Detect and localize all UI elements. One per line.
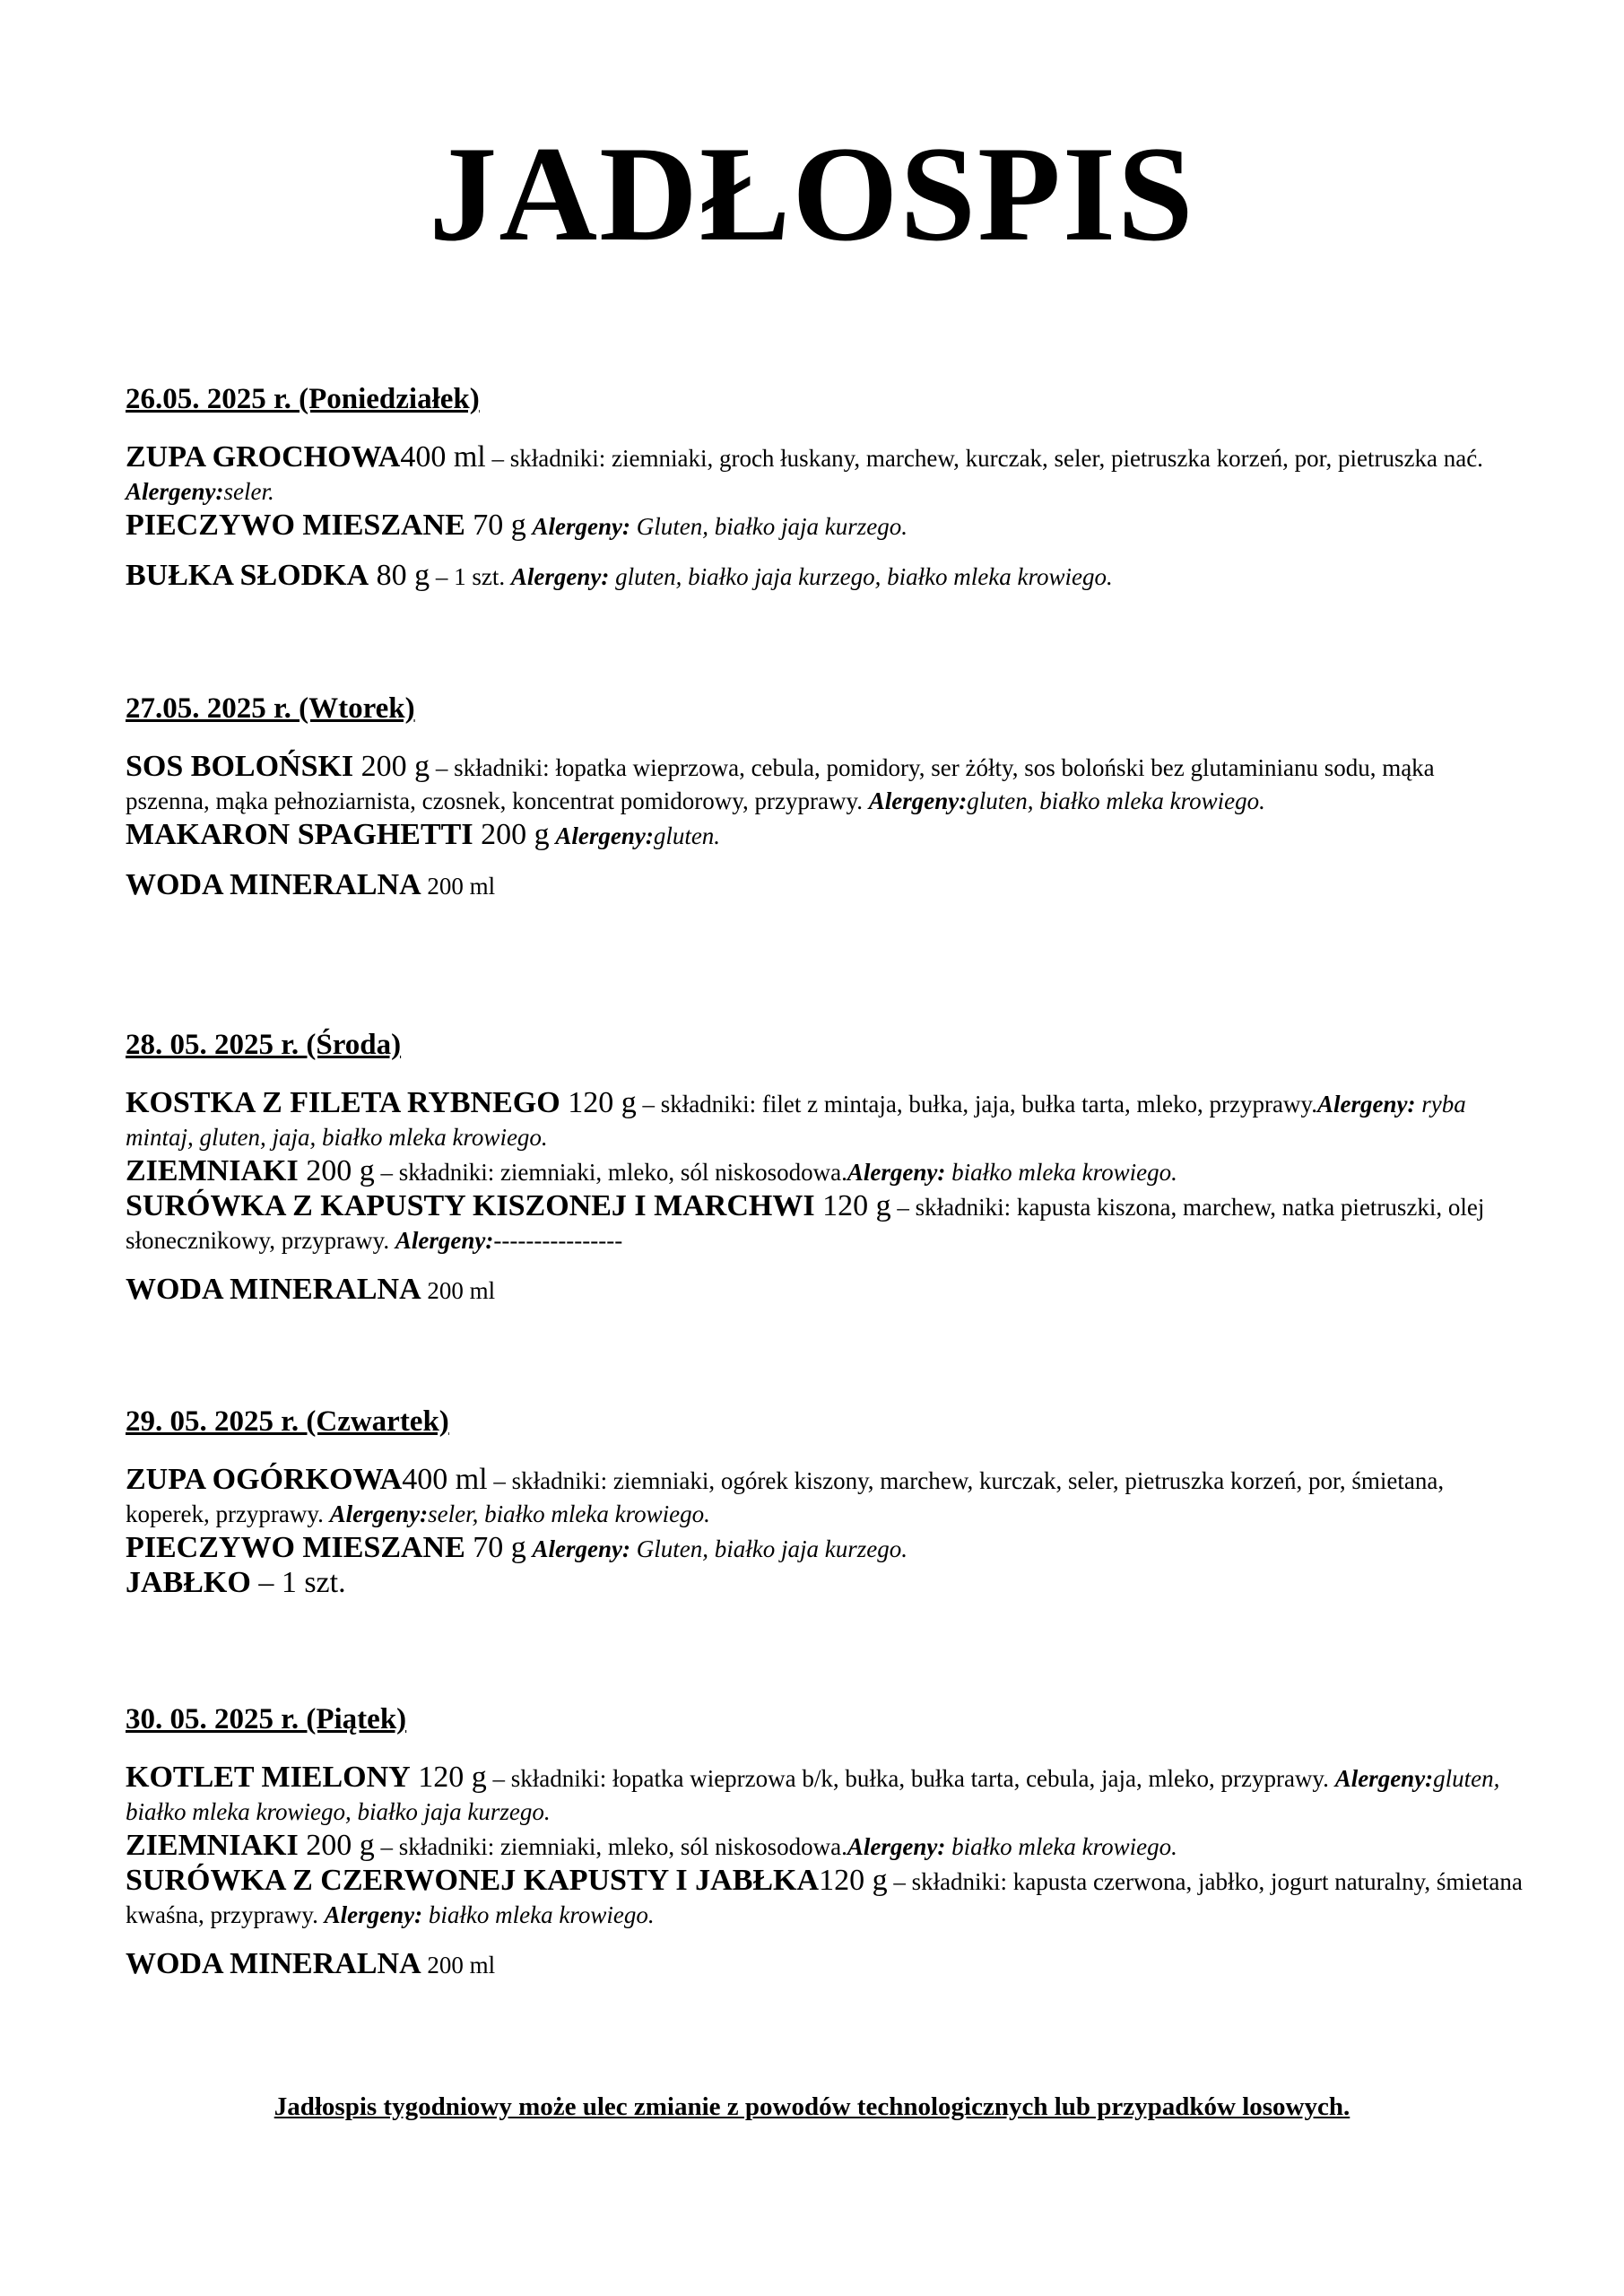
dish-allergens (869, 787, 1265, 814)
dish-allergens (847, 1159, 1177, 1186)
allergens-value: Gluten, białko jaja kurzego. (630, 513, 908, 540)
dish-item (126, 1086, 1524, 1154)
dish-allergens (330, 1500, 710, 1527)
dish-name: SURÓWKA Z CZERWONEJ KAPUSTY I JABŁKA (126, 1864, 820, 1897)
dish-name: ZUPA OGÓRKOWA (126, 1463, 403, 1496)
allergens-label: Alergeny: (847, 1833, 946, 1860)
dish-ingredients: 200 ml (421, 873, 496, 900)
dish-name: SOS BOLOŃSKI (126, 750, 354, 783)
dish-allergens (511, 563, 1113, 590)
dish-ingredients: – składniki: kapusta czerwona, jabłko, jogurt naturalny, śmietana kwaśna, przyprawy. (126, 1868, 1523, 1928)
dish-item (126, 1566, 1524, 1601)
dish-ingredients: – składniki: ziemniaki, groch łuskany, marchew, kurczak, seler, pietruszka korzeń, por, pietruszka nać. (485, 445, 1483, 472)
dish-item (126, 1273, 1524, 1308)
dish-name: WODA MINERALNA (126, 1273, 421, 1306)
dish-quantity: 70 g (465, 509, 526, 542)
dish-quantity: – 1 szt. (250, 1566, 346, 1599)
dish-quantity: 120 g (560, 1086, 637, 1119)
dish-name: JABŁKO (126, 1566, 251, 1599)
dish-quantity: 80 g (369, 559, 430, 592)
dish-item (126, 750, 1524, 818)
dish-allergens (395, 1227, 622, 1254)
dish-allergens (533, 1535, 908, 1562)
dish-item (126, 559, 1524, 594)
day-heading: 30. 05. 2025 r. (Piątek) (126, 1703, 407, 1735)
dish-item (126, 1947, 1524, 1982)
dish-allergens (533, 513, 908, 540)
allergens-label: Alergeny: (324, 1901, 423, 1928)
dish-ingredients: – składniki: ziemniaki, mleko, sól niskosodowa. (374, 1159, 847, 1186)
day-heading: 28. 05. 2025 r. (Środa) (126, 1029, 402, 1061)
dish-name: KOTLET MIELONY (126, 1761, 411, 1794)
day-heading: 27.05. 2025 r. (Wtorek) (126, 692, 415, 725)
dish-ingredients (526, 513, 533, 540)
dish-item (126, 818, 1524, 853)
allergens-label: Alergeny: (1316, 1091, 1416, 1118)
dish-name: ZIEMNIAKI (126, 1154, 299, 1187)
allergens-label: Alergeny: (395, 1227, 494, 1254)
allergens-value: ryba mintaj, gluten, jaja, białko mleka krowiego. (126, 1091, 1466, 1151)
allergens-value: ---------------- (493, 1227, 623, 1254)
dish-quantity: 400 ml (402, 1463, 488, 1496)
allergens-label: Alergeny: (126, 478, 224, 505)
dish-quantity: 120 g (819, 1864, 888, 1897)
allergens-value: seler, białko mleka krowiego. (428, 1500, 710, 1527)
allergens-label: Alergeny: (329, 1500, 429, 1527)
dish-allergens (555, 822, 720, 849)
dish-item (126, 1761, 1524, 1829)
dish-item (126, 1829, 1524, 1864)
allergens-label: Alergeny: (1334, 1765, 1434, 1792)
dish-item (126, 1154, 1524, 1189)
dish-quantity: 200 g (298, 1154, 375, 1187)
dish-ingredients: – składniki: ziemniaki, mleko, sól niskosodowa. (374, 1833, 847, 1860)
dish-ingredients: 200 ml (421, 1277, 496, 1304)
allergens-label: Alergeny: (847, 1159, 946, 1186)
dish-quantity: 200 g (353, 750, 430, 783)
dish-item (126, 509, 1524, 544)
dish-name: SURÓWKA Z KAPUSTY KISZONEJ I MARCHWI (126, 1189, 815, 1222)
dish-item (126, 1531, 1524, 1566)
dish-name: MAKARON SPAGHETTI (126, 818, 473, 851)
dish-item (126, 1864, 1524, 1932)
dish-name: BUŁKA SŁODKA (126, 559, 369, 592)
dish-ingredients: – składniki: ziemniaki, ogórek kiszony, marchew, kurczak, seler, pietruszka korzeń, por, śmietana, koperek, przyprawy. (126, 1467, 1445, 1527)
dish-name: KOSTKA Z FILETA RYBNEGO (126, 1086, 560, 1119)
dish-allergens (126, 478, 274, 505)
dish-ingredients: – 1 szt. (430, 563, 511, 590)
allergens-label: Alergeny: (868, 787, 968, 814)
dish-quantity: 400 ml (400, 440, 486, 474)
dish-quantity: 70 g (465, 1531, 526, 1564)
footer-note: Jadłospis tygodniowy może ulec zmianie z powodów technologicznych lub przypadków losowych. (274, 2092, 1350, 2121)
day-section-monday (126, 381, 1524, 594)
dish-allergens (325, 1901, 655, 1928)
dish-name: WODA MINERALNA (126, 1947, 421, 1980)
dish-name: ZUPA GROCHOWA (126, 440, 401, 474)
day-section-thursday (126, 1404, 1524, 1601)
page-title: JADŁOSPIS (429, 118, 1195, 269)
day-section-tuesday (126, 691, 1524, 903)
allergens-label: Alergeny: (532, 1535, 631, 1562)
dish-allergens (847, 1833, 1177, 1860)
dish-quantity: 120 g (814, 1189, 891, 1222)
dish-name: ZIEMNIAKI (126, 1829, 299, 1862)
dish-ingredients (526, 1535, 533, 1562)
dish-name: WODA MINERALNA (126, 868, 421, 901)
dish-ingredients: – składniki: kapusta kiszona, marchew, natka pietruszki, olej słonecznikowy, przyprawy. (126, 1194, 1485, 1254)
dish-item (126, 868, 1524, 903)
day-section-friday (126, 1701, 1524, 1982)
allergens-value: białko mleka krowiego. (945, 1833, 1177, 1860)
dish-name: PIECZYWO MIESZANE (126, 509, 465, 542)
dish-quantity: 200 g (473, 818, 550, 851)
dish-name: PIECZYWO MIESZANE (126, 1531, 465, 1564)
allergens-value: seler. (223, 478, 274, 505)
allergens-value: gluten, białko mleka krowiego. (967, 787, 1265, 814)
dish-ingredients: – składniki: łopatka wieprzowa, cebula, pomidory, ser żółty, sos boloński bez glutaminianu sodu, mąka pszenna, mąka pełnoziarnista, czosnek, koncentrat pomidorowy, przyprawy. (126, 754, 1435, 814)
allergens-value: białko mleka krowiego. (422, 1901, 655, 1928)
dish-item (126, 440, 1524, 509)
day-heading: 29. 05. 2025 r. (Czwartek) (126, 1405, 449, 1438)
allergens-label: Alergeny: (510, 563, 610, 590)
allergens-label: Alergeny: (555, 822, 654, 849)
dish-item (126, 1463, 1524, 1531)
dish-quantity: 120 g (410, 1761, 487, 1794)
allergens-value: gluten, białko mleka krowiego, białko jaja kurzego. (126, 1765, 1500, 1825)
allergens-value: białko mleka krowiego. (945, 1159, 1177, 1186)
dish-quantity: 200 g (298, 1829, 375, 1862)
dish-ingredients: – składniki: łopatka wieprzowa b/k, bułka, bułka tarta, cebula, jaja, mleko, przyprawy. (486, 1765, 1335, 1792)
allergens-value: gluten, białko jaja kurzego, białko mleka krowiego. (609, 563, 1113, 590)
day-heading: 26.05. 2025 r. (Poniedziałek) (126, 383, 480, 415)
dish-ingredients: – składniki: filet z mintaja, bułka, jaja, bułka tarta, mleko, przyprawy. (636, 1091, 1317, 1118)
allergens-value: gluten. (653, 822, 721, 849)
dish-item (126, 1189, 1524, 1257)
dish-ingredients: 200 ml (421, 1952, 496, 1979)
day-section-wednesday (126, 1027, 1524, 1308)
allergens-label: Alergeny: (532, 513, 631, 540)
allergens-value: Gluten, białko jaja kurzego. (630, 1535, 908, 1562)
